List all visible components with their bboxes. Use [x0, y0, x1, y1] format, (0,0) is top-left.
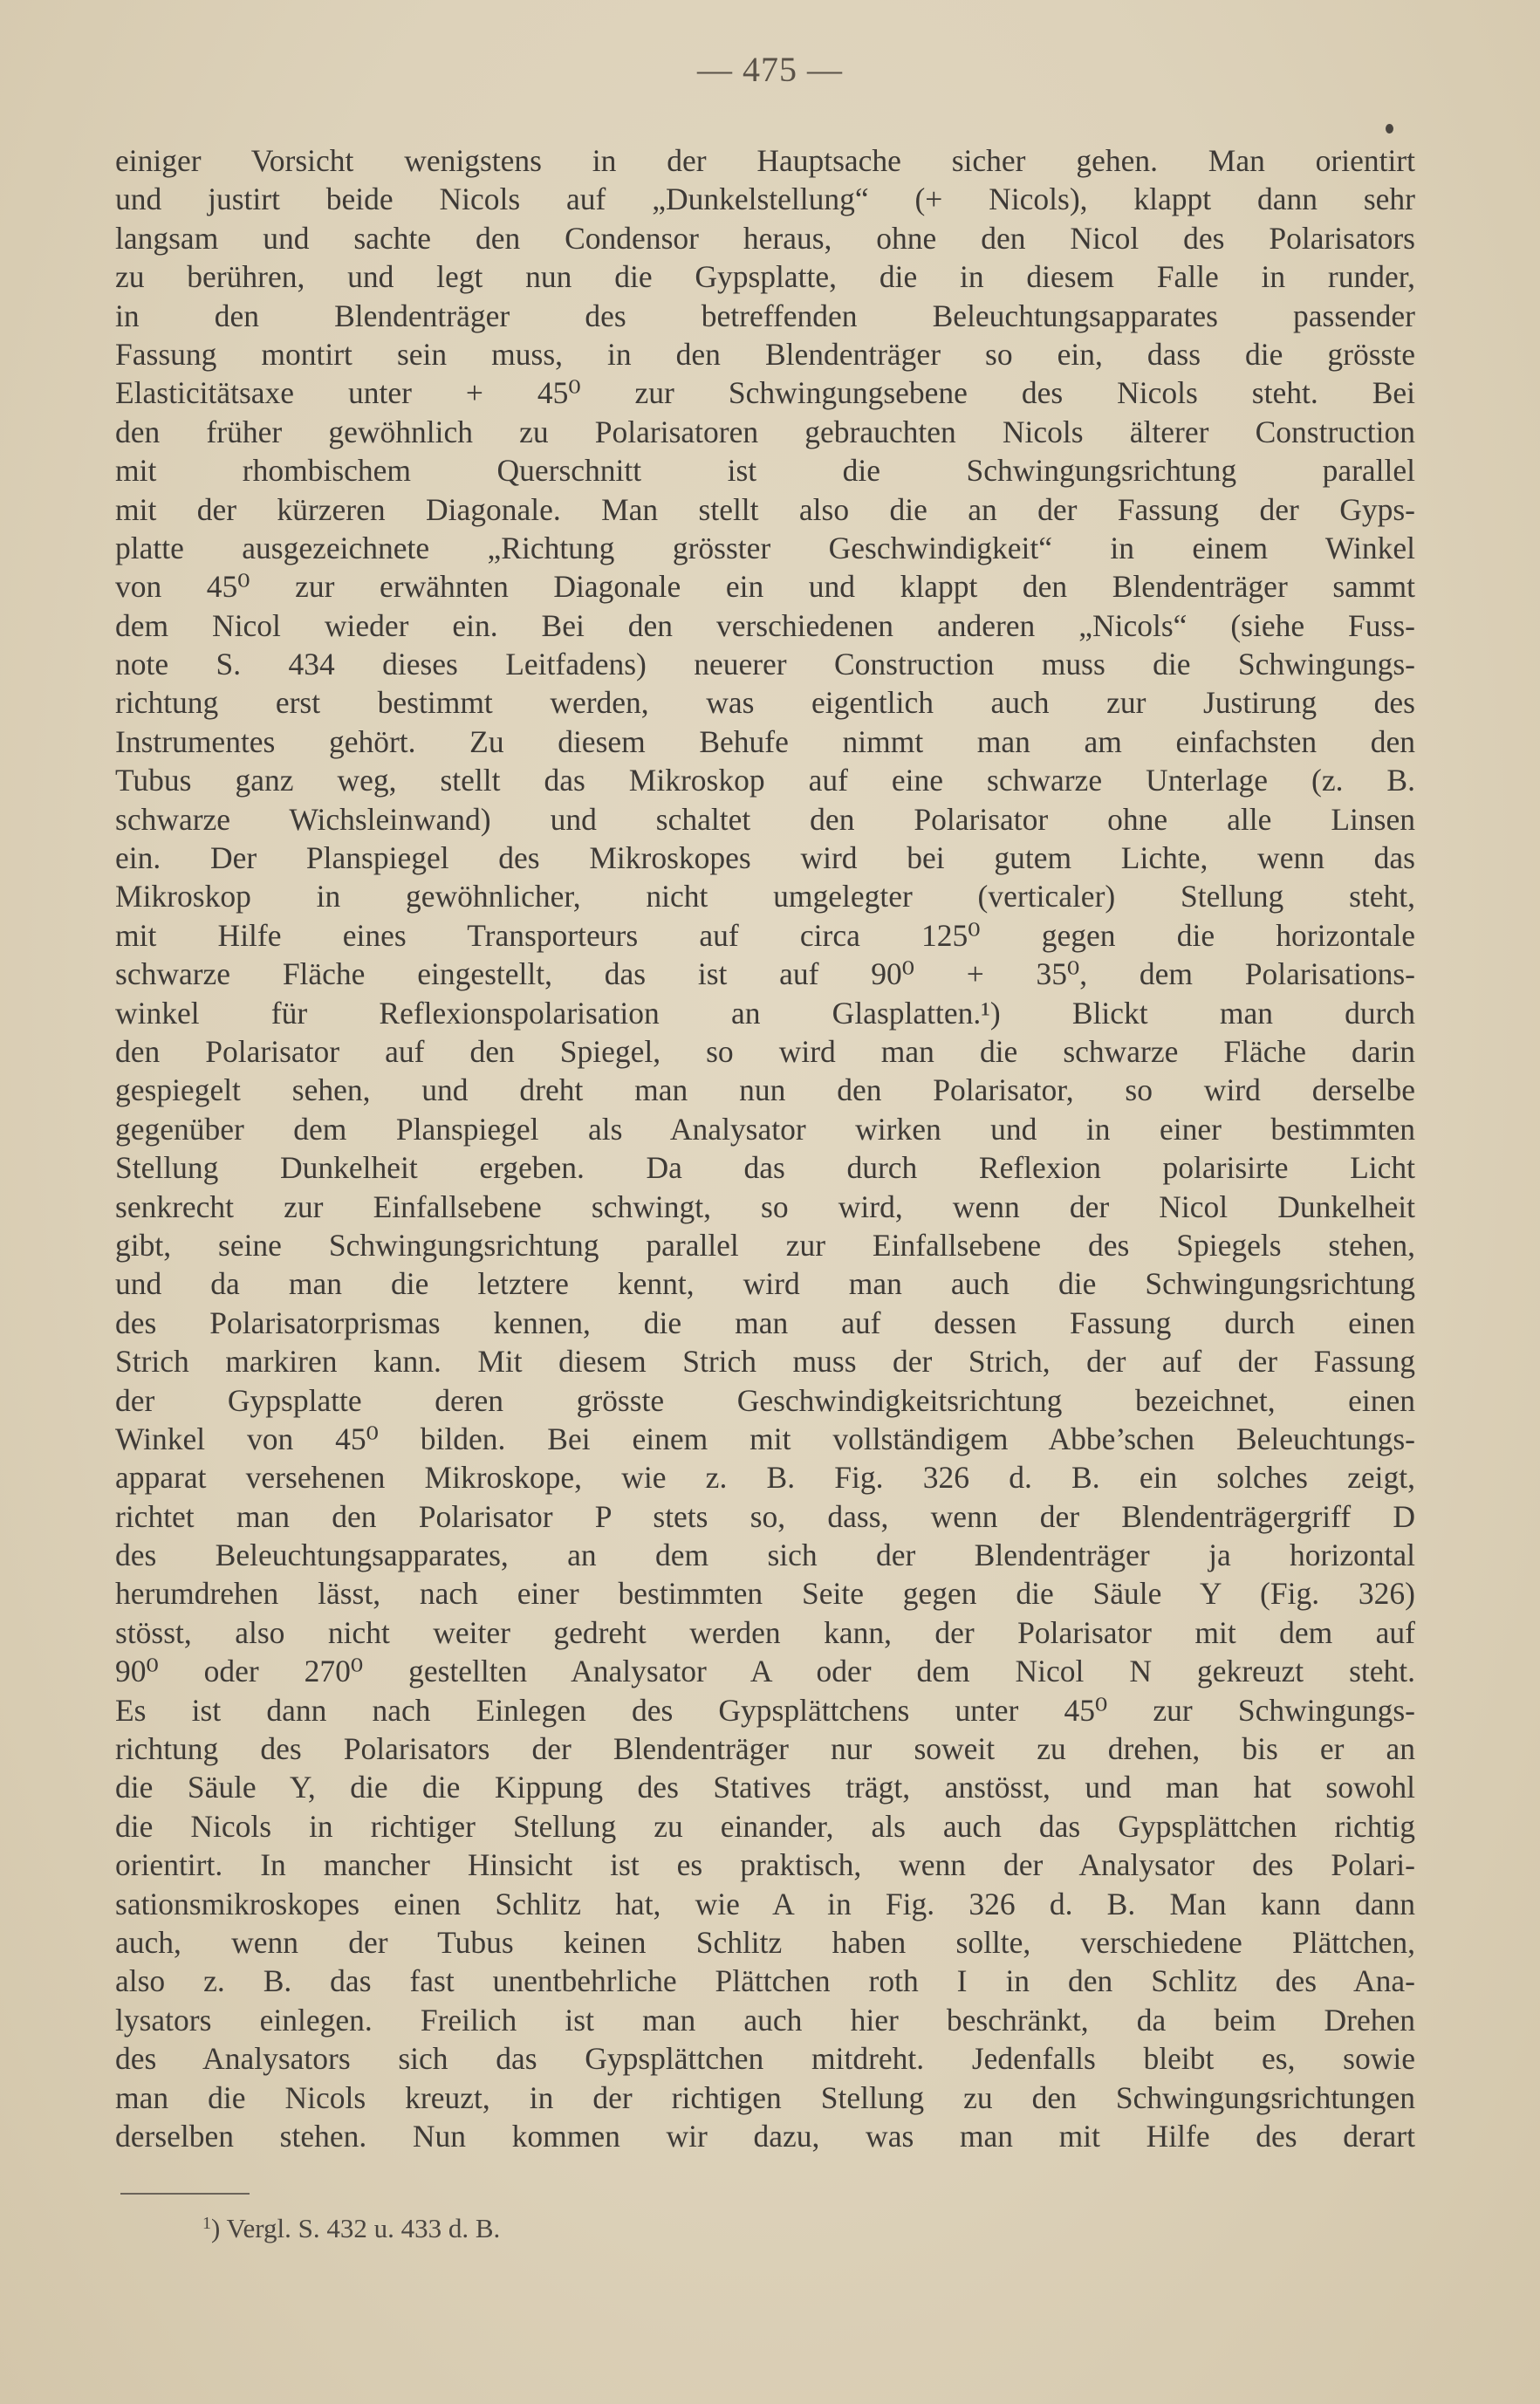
text-line: dem Nicol wieder ein. Bei den verschiedenen anderen „Nicols“ (siehe Fuss-: [115, 607, 1415, 643]
text-line: auch, wenn der Tubus keinen Schlitz haben sollte, verschiedene Plättchen,: [115, 1924, 1415, 1960]
text-line: herumdrehen lässt, nach einer bestimmten Seite gegen die Säule Y (Fig. 326): [115, 1576, 1415, 1612]
page-number: — 475 —: [697, 50, 843, 89]
footnote-text: Vergl. S. 432 u. 433 d. B.: [226, 2213, 501, 2243]
footnote-marker: 1: [202, 2214, 211, 2233]
text-line: sationsmikroskopes einen Schlitz hat, wie A in Fig. 326 d. B. Man kann dann: [115, 1886, 1415, 1921]
text-line: mit der kürzeren Diagonale. Man stellt also die an der Fassung der Gyps-: [115, 491, 1415, 527]
text-line: schwarze Wichsleinwand) und schaltet den Polarisator ohne alle Linsen: [115, 801, 1415, 837]
ink-speck: [1386, 124, 1393, 134]
footnote: $^1$) Vergl. S. 432 u. 433 d. B.: [202, 2213, 501, 2243]
text-line: Winkel von 45⁰ bilden. Bei einem mit vollständigem Abbe’schen Beleuchtungs-: [115, 1421, 1415, 1456]
text-line: Strich markiren kann. Mit diesem Strich muss der Strich, der auf der Fassung: [115, 1344, 1415, 1380]
text-line: den Polarisator auf den Spiegel, so wird man die schwarze Fläche darin: [115, 1033, 1415, 1069]
text-line: also z. B. das fast unentbehrliche Plättchen roth I in den Schlitz des Ana-: [115, 1963, 1415, 1999]
text-line: apparat versehenen Mikroskope, wie z. B. Fig. 326 d. B. ein solches zeigt,: [115, 1460, 1415, 1496]
text-line: die Säule Y, die die Kippung des Statives trägt, anstösst, und man hat sowohl: [115, 1770, 1415, 1805]
text-line: ein. Der Planspiegel des Mikroskopes wird bei gutem Lichte, wenn das: [115, 840, 1415, 876]
footnote-rule: [120, 2193, 250, 2195]
text-line: Instrumentes gehört. Zu diesem Behufe nimmt man am einfachsten den: [115, 723, 1415, 759]
text-line: Elasticitätsaxe unter + 45⁰ zur Schwingungsebene des Nicols steht. Bei: [115, 375, 1415, 411]
text-line: und da man die letztere kennt, wird man auch die Schwingungsrichtung: [115, 1266, 1415, 1302]
text-line: und justirt beide Nicols auf „Dunkelstellung“ (+ Nicols), klappt dann sehr: [115, 181, 1415, 217]
text-line: den früher gewöhnlich zu Polarisatoren gebrauchten Nicols älterer Construction: [115, 414, 1415, 449]
body-text: [115, 141, 1415, 2155]
text-line: mit rhombischem Querschnitt ist die Schwingungsrichtung parallel: [115, 453, 1415, 489]
text-line: Fassung montirt sein muss, in den Blendenträger so ein, dass die grösste: [115, 336, 1415, 372]
text-line: Es ist dann nach Einlegen des Gypsplättchens unter 45⁰ zur Schwingungs-: [115, 1692, 1415, 1728]
text-line: richtung erst bestimmt werden, was eigentlich auch zur Justirung des: [115, 685, 1415, 721]
text-line: schwarze Fläche eingestellt, das ist auf 90⁰ + 35⁰, dem Polarisations-: [115, 956, 1415, 992]
text-line: platte ausgezeichnete „Richtung grösster Geschwindigkeit“ in einem Winkel: [115, 530, 1415, 565]
text-line: senkrecht zur Einfallsebene schwingt, so wird, wenn der Nicol Dunkelheit: [115, 1188, 1415, 1224]
text-line: mit Hilfe eines Transporteurs auf circa 125⁰ gegen die horizontale: [115, 917, 1415, 953]
text-line: Stellung Dunkelheit ergeben. Da das durch Reflexion polarisirte Licht: [115, 1150, 1415, 1186]
text-line: einiger Vorsicht wenigstens in der Hauptsache sicher gehen. Man orientirt: [115, 143, 1415, 178]
text-line: langsam und sachte den Condensor heraus, ohne den Nicol des Polarisators: [115, 220, 1415, 256]
text-line: richtet man den Polarisator P stets so, dass, wenn der Blendenträgergriff D: [115, 1498, 1415, 1534]
text-line: zu berühren, und legt nun die Gypsplatte, die in diesem Falle in runder,: [115, 259, 1415, 295]
text-line: 90⁰ oder 270⁰ gestellten Analysator A oder dem Nicol N gekreuzt steht.: [115, 1654, 1415, 1689]
text-line: von 45⁰ zur erwähnten Diagonale ein und klappt den Blendenträger sammt: [115, 569, 1415, 605]
text-line: orientirt. In mancher Hinsicht ist es praktisch, wenn der Analysator des Polari-: [115, 1847, 1415, 1883]
text-line: des Analysators sich das Gypsplättchen mitdreht. Jedenfalls bleibt es, sowie: [115, 2041, 1415, 2077]
text-line: note S. 434 dieses Leitfadens) neuerer Construction muss die Schwingungs-: [115, 647, 1415, 682]
text-line: Tubus ganz weg, stellt das Mikroskop auf eine schwarze Unterlage (z. B.: [115, 763, 1415, 798]
text-line: lysators einlegen. Freilich ist man auch hier beschränkt, da beim Drehen: [115, 2002, 1415, 2038]
text-line: des Beleuchtungsapparates, an dem sich der Blendenträger ja horizontal: [115, 1538, 1415, 1573]
text-line: derselben stehen. Nun kommen wir dazu, was man mit Hilfe des derart: [115, 2118, 1415, 2154]
text-line: gibt, seine Schwingungsrichtung parallel zur Einfallsebene des Spiegels stehen,: [115, 1227, 1415, 1263]
text-line: winkel für Reflexionspolarisation an Glasplatten.¹) Blickt man durch: [115, 995, 1415, 1031]
text-line: die Nicols in richtiger Stellung zu einander, als auch das Gypsplättchen richtig: [115, 1808, 1415, 1844]
text-line: Mikroskop in gewöhnlicher, nicht umgelegter (verticaler) Stellung steht,: [115, 879, 1415, 914]
text-line: richtung des Polarisators der Blendenträger nur soweit zu drehen, bis er an: [115, 1731, 1415, 1767]
text-line: gespiegelt sehen, und dreht man nun den Polarisator, so wird derselbe: [115, 1072, 1415, 1108]
text-line: stösst, also nicht weiter gedreht werden kann, der Polarisator mit dem auf: [115, 1614, 1415, 1650]
text-line: gegenüber dem Planspiegel als Analysator wirken und in einer bestimmten: [115, 1111, 1415, 1147]
text-line: des Polarisatorprismas kennen, die man auf dessen Fassung durch einen: [115, 1305, 1415, 1340]
text-line: der Gypsplatte deren grösste Geschwindigkeitsrichtung bezeichnet, einen: [115, 1382, 1415, 1418]
text-line: in den Blendenträger des betreffenden Beleuchtungsapparates passender: [115, 298, 1415, 333]
text-line: man die Nicols kreuzt, in der richtigen Stellung zu den Schwingungsrichtungen: [115, 2079, 1415, 2115]
